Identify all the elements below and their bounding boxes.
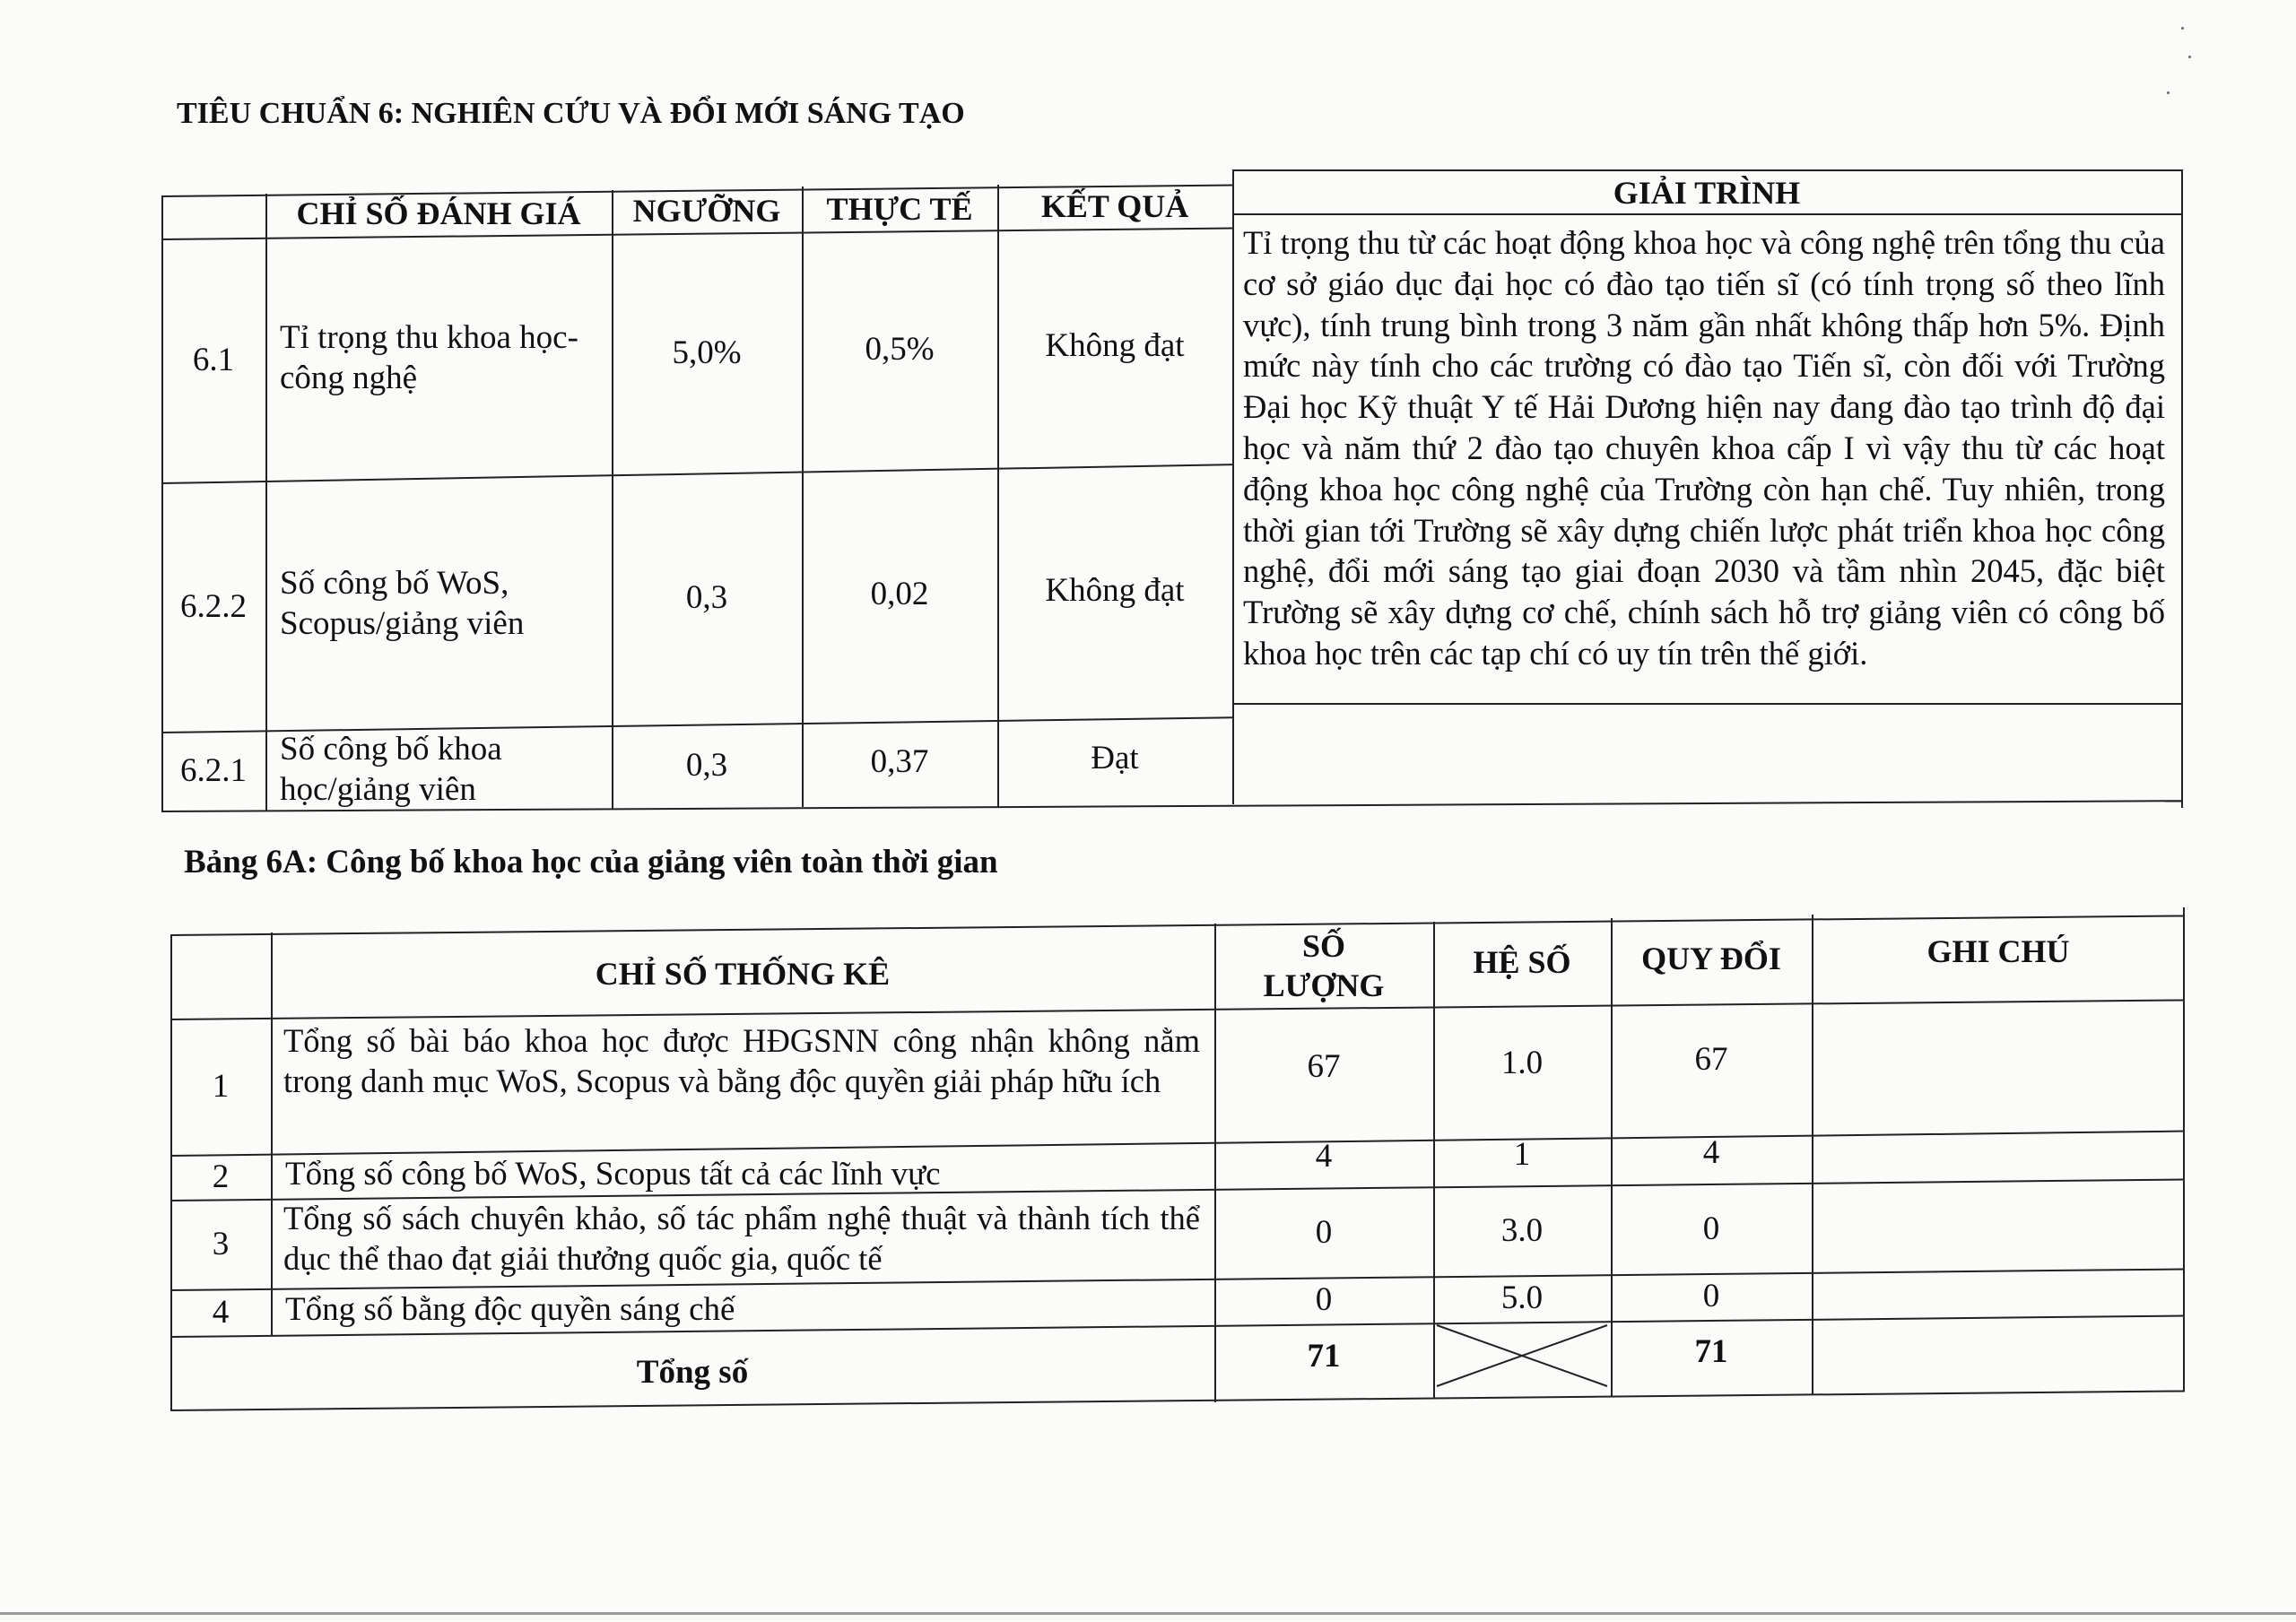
t1-col-3: [802, 186, 804, 807]
t1-border-top-right: [1232, 169, 2183, 171]
t1-row3-index: 6.2.1: [180, 752, 247, 790]
t2-row3-indicator: Tổng số sách chuyên khảo, số tác phẩm nghệ thuật và thành tích thể dục thể thao đạt giải thưởng quốc gia, quốc tế: [283, 1200, 1200, 1278]
t1-row3-actual: 0,37: [870, 743, 929, 781]
t1-header-result: KẾT QUẢ: [1040, 188, 1189, 225]
t2-row4-indicator: Tổng số bằng độc quyền sáng chế: [285, 1291, 735, 1329]
t2-total-label: Tổng số: [636, 1354, 749, 1392]
t1-explanation-text: Tỉ trọng thu từ các hoạt động khoa học và công nghệ trên tổng thu của cơ sở giáo dục đại học có đào tạo tiến sĩ (có tính trọng số theo lĩnh vực), tính trung bình trong 3 năm gần nhất không thấp hơn 5%. Định mức này tính cho các trường có đào tạo Tiến sĩ, còn đối với Trường Đại học Kỹ thuật Y tế Hải Dương hiện nay đang đào tạo trình độ đại học và năm thứ 2 đào tạo chuyên khoa cấp I vì vậy thu từ các hoạt động khoa học công nghệ của Trường còn hạn chế. Tuy nhiên, trong thời gian tới Trường sẽ xây dựng chiến lược phát triển khoa học công nghệ, đổi mới sáng tạo giai đoạn 2030 và tầm nhìn 2045, đặc biệt Trường sẽ xây dựng cơ chế, chính sách hỗ trợ giảng viên có công bố khoa học trên các tạp chí có uy tín trên thế giới.: [1243, 224, 2165, 672]
t2-col-left: [170, 934, 172, 1409]
t1-row2-actual: 0,02: [870, 576, 929, 613]
t2-row3-converted: 0: [1702, 1210, 1720, 1248]
t1-row1-indicator: Tỉ trọng thu khoa học-công nghệ: [280, 318, 578, 396]
t1-row1-index: 6.1: [192, 342, 235, 379]
t1-row3-indicator: Số công bố khoa học/giảng viên: [280, 730, 502, 808]
t2-row1-index: 1: [212, 1068, 230, 1106]
t2-row4-quantity: 0: [1315, 1281, 1333, 1319]
t1-header-actual: THỰC TẾ: [826, 191, 973, 228]
t2-row4-coefficient: 5.0: [1500, 1279, 1544, 1317]
t2-col-1: [271, 932, 273, 1336]
t2-header-quantity: SỐ LƯỢNG: [1263, 928, 1385, 1003]
t1-header-rule-right: [1232, 213, 2183, 215]
t2-row4-converted: 0: [1702, 1278, 1720, 1315]
t2-header-index: [170, 934, 271, 1017]
t2-row2-index: 2: [212, 1158, 230, 1196]
t1-row2-index: 6.2.2: [180, 588, 247, 626]
t2-row1-coefficient: 1.0: [1500, 1045, 1544, 1082]
t1-col-4: [997, 185, 999, 807]
t1-col-left: [161, 195, 163, 811]
t2-total-converted: 71: [1694, 1333, 1728, 1371]
t1-row2-threshold: 0,3: [685, 579, 728, 617]
t1-header-indicator: CHỈ SỐ ĐÁNH GIÁ: [296, 195, 581, 232]
t2-row2-indicator: Tổng số công bố WoS, Scopus tất cả các lĩnh vực: [285, 1156, 941, 1193]
t2-col-5: [1812, 915, 1813, 1395]
t2-row2-quantity: 4: [1315, 1138, 1333, 1175]
t2-row2-coefficient: 1: [1513, 1136, 1531, 1174]
t2-total-quantity: 71: [1307, 1338, 1341, 1375]
t1-row3-threshold: 0,3: [685, 747, 728, 785]
t1-row1-result: Không đạt: [1045, 327, 1185, 365]
t1-row1-actual: 0,5%: [865, 331, 935, 369]
t2-row1-converted: 67: [1694, 1041, 1728, 1079]
t2-header-coefficient: HỆ SỐ: [1473, 944, 1571, 981]
t2-row1-quantity: 67: [1307, 1048, 1341, 1086]
t2-row3-coefficient: 3.0: [1500, 1212, 1544, 1250]
t1-row1-threshold: 5,0%: [672, 334, 742, 372]
t2-col-3: [1433, 922, 1435, 1399]
t2-header-note: GHI CHÚ: [1926, 933, 2070, 970]
t2-col-right: [2183, 907, 2185, 1392]
t1-row2-indicator: Số công bố WoS, Scopus/giảng viên: [280, 564, 525, 642]
t2-row2-converted: 4: [1702, 1134, 1720, 1172]
t2-col-2: [1214, 924, 1216, 1402]
t2-total-coefficient-cross: [1433, 1322, 1611, 1390]
t1-col-1: [265, 194, 267, 811]
t2-header-converted: QUY ĐỔI: [1641, 941, 1781, 977]
t2-col-4: [1611, 918, 1613, 1397]
t2-header-indicator: CHỈ SỐ THỐNG KÊ: [595, 956, 891, 993]
t1-col-right: [2181, 169, 2183, 808]
t2-row1-note: [1812, 1001, 2185, 1112]
scan-edge: [0, 1612, 2296, 1615]
scan-speck: [2188, 56, 2191, 58]
t1-col-2: [612, 190, 613, 809]
t1-header-index: [161, 195, 265, 239]
t1-row3-result: Đạt: [1091, 740, 1139, 777]
t1-row2-result: Không đạt: [1045, 572, 1185, 610]
section-title: TIÊU CHUẨN 6: NGHIÊN CỨU VÀ ĐỔI MỚI SÁNG TẠO: [177, 97, 965, 130]
t2-row3-quantity: 0: [1315, 1214, 1333, 1252]
t1-col-5: [1232, 169, 1234, 804]
t2-row1-indicator: Tổng số bài báo khoa học được HĐGSNN công nhận không nằm trong danh mục WoS, Scopus và bằng độc quyền giải pháp hữu ích: [283, 1022, 1200, 1100]
t2-row3-index: 3: [212, 1226, 230, 1263]
t2-row4-note: [1812, 1268, 2185, 1318]
table2-title: Bảng 6A: Công bố khoa học của giảng viên toàn thời gian: [184, 844, 998, 880]
t2-total-note: [1812, 1314, 2185, 1383]
t1-header-threshold: NGƯỠNG: [632, 193, 781, 230]
t1-explanation-bottom: [1232, 703, 2183, 705]
scan-speck: [2167, 91, 2170, 94]
t1-header-explanation: GIẢI TRÌNH: [1613, 175, 1801, 212]
scan-speck: [2181, 27, 2184, 30]
t2-row4-index: 4: [212, 1294, 230, 1331]
t2-row3-note: [1812, 1178, 2185, 1273]
